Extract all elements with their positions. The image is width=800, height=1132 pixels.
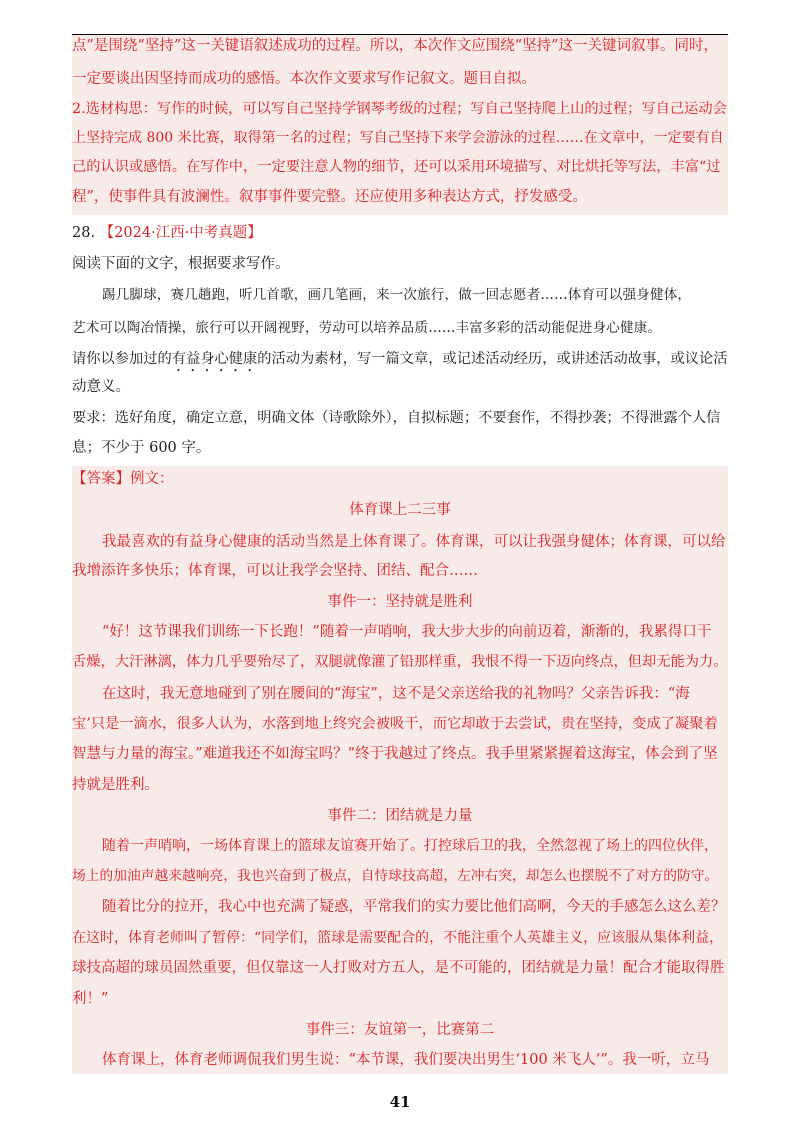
passage-line-1: 踢几脚球，赛几趟跑，听几首歌，画几笔画，来一次旅行，做一回志愿者……体育可以强身健体， (102, 287, 692, 303)
task-post: 的活动为素材，写一篇文章，或记述活动经历，或讲述活动故事，或议论活 (257, 351, 728, 367)
essay-p1-a: 我最喜欢的有益身心健康的活动当然是上体育课了。体育课，可以让我强身健体；体育课，可以给 (102, 534, 726, 550)
essay-p3-a: 在这时，我无意地碰到了别在腰间的“海宝”，这不是父亲送给我的礼物吗？父亲告诉我：“海 (102, 686, 690, 702)
essay-p4-b: 场上的加油声越来越响亮，我也兴奋到了极点，自恃球技高超，左冲右突，却怎么也摆脱不了对方的防守。 (72, 868, 719, 884)
analysis-line-1: 点”是围绕“坚持”这一关键语叙述成功的过程。所以，本次作文应围绕“坚持”这一关键词叙事。同时， (72, 38, 719, 54)
question-heading (72, 223, 262, 243)
event-2-heading: 事件二：团结就是力量 (327, 808, 473, 824)
material-line-2: 上坚持完成 800 米比赛，取得第一名的过程；写自己坚持下来学会游泳的过程……在文章中，一定要有自 (72, 130, 724, 146)
event-1-heading: 事件一：坚持就是胜利 (327, 594, 473, 610)
answer-label: 【答案】例文： (72, 471, 174, 487)
question-number: 28. (72, 225, 96, 241)
material-line-4: 程”，使事件具有波澜性。叙事事件要完整。还应使用多种表达方式，抒发感受。 (72, 189, 587, 205)
answer-highlight (72, 466, 728, 1074)
essay-p5-d: 利！” (72, 991, 109, 1007)
material-line-1: 2.选材构思：写作的时候，可以写自己坚持学钢琴考级的过程；写自己坚持爬上山的过程；写自己运动会 (72, 101, 727, 117)
question-instruction: 阅读下面的文字，根据要求写作。 (72, 256, 290, 272)
task-pre: 请你以参加过的 (72, 351, 172, 367)
essay-title: 体育课上二三事 (349, 502, 451, 518)
essay-p4-a: 随着一声哨响，一场体育课上的篮球友谊赛开始了。打控球后卫的我，全然忽视了场上的四位伙伴， (102, 838, 718, 854)
essay-p2-a: “好！这节课我们训练一下长跑！”随着一声哨响，我大步大步的向前迈着，渐渐的，我累得口干 (102, 624, 712, 640)
material-line-3: 己的认识或感悟。在写作中，一定要注意人物的细节，还可以采用环境描写、对比烘托等写法，丰富“过 (72, 159, 721, 175)
essay-p5-c: 球技高超的球员固然重要，但仅靠这一人打败对方五人，是不可能的，团结就是力量！配合才能取得胜 (72, 960, 725, 976)
task-line-1 (72, 349, 728, 375)
essay-p1-b: 我增添许多快乐；体育课，可以让我学会坚持、团结、配合…… (72, 563, 478, 579)
essay-p3-b: 宝’只是一滴水，很多人认为，水落到地上终究会被吸干，而它却敢于去尝试，贵在坚持，变成了凝聚着 (72, 716, 718, 732)
question-source: 【2024·江西·中考真题】 (99, 225, 262, 241)
passage-line-2: 艺术可以陶冶情操，旅行可以开阔视野，劳动可以培养品质……丰富多彩的活动能促进身心健康。 (72, 320, 662, 336)
event-3-heading: 事件三：友谊第一，比赛第二 (305, 1022, 495, 1038)
essay-p2-b: 舌燥，大汗淋漓，体力几乎要殆尽了，双腿就像灌了铅那样重，我恨不得一下迈向终点，但却无能为力。 (72, 654, 728, 670)
essay-p5-a: 随着比分的拉开，我心中也充满了疑惑，平常我们的实力要比他们高啊，今天的手感怎么这么差？ (102, 899, 726, 915)
essay-p3-d: 持就是胜利。 (72, 777, 159, 793)
task-emphasis: 有益身心健康 (171, 351, 258, 367)
task-line-2: 动意义。 (72, 379, 130, 395)
requirement-line-1: 要求：选好角度，确定立意，明确文体（诗歌除外），自拟标题；不要套作，不得抄袭；不得泄露个人信 (72, 410, 721, 426)
essay-p6-a: 体育课上，体育老师调侃我们男生说：“本节课，我们要决出男生‘100 米飞人’”。我一听，立马 (102, 1052, 710, 1068)
essay-p5-b: 在这时，体育老师叫了暂停：“同学们，篮球是需要配合的，不能注重个人英雄主义，应该服从集体利益， (72, 930, 724, 946)
analysis-line-2: 一定要谈出因坚持而成功的感悟。本次作文要求写作记叙文。题目自拟。 (72, 71, 536, 87)
requirement-line-2: 息；不少于 600 字。 (72, 440, 211, 456)
page-number: 41 (389, 1093, 411, 1111)
essay-p3-c: 智慧与力量的海宝。”难道我还不如海宝吗？”终于我越过了终点。我手里紧紧握着这海宝，体会到了坚 (72, 746, 718, 762)
